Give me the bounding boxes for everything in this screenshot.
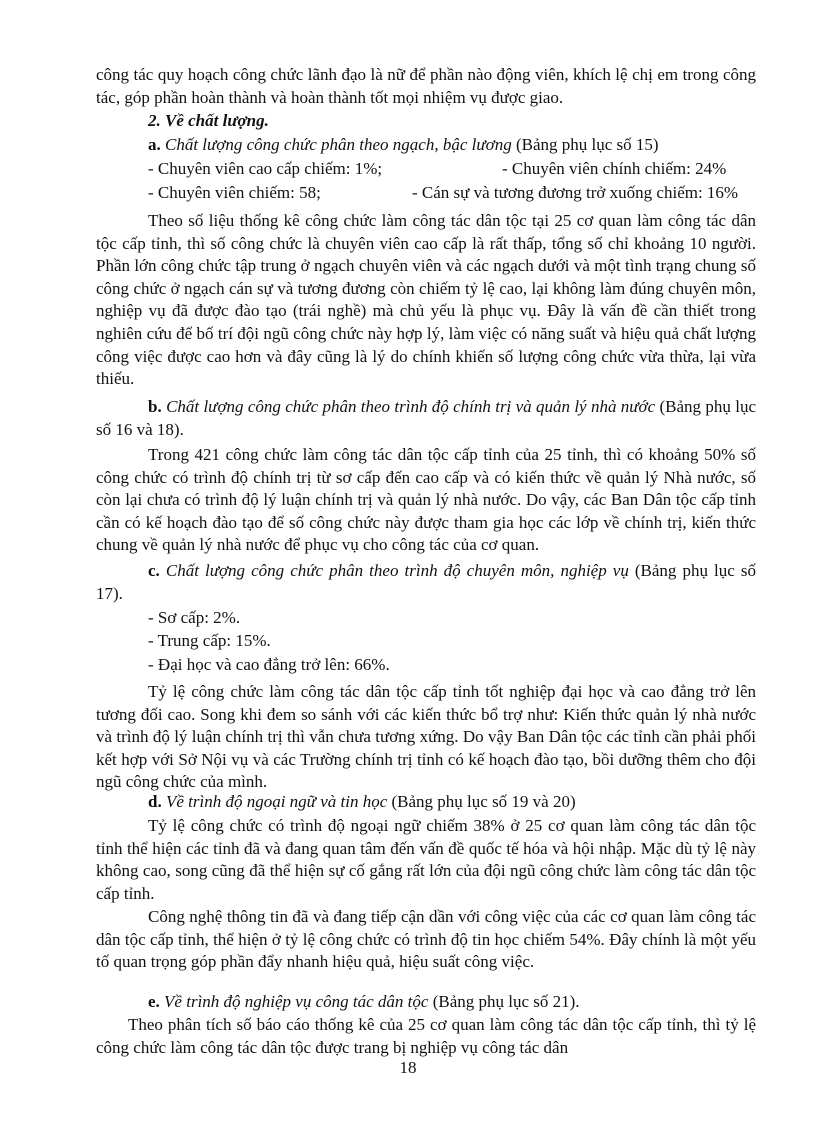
list-item-elementary: - Sơ cấp: 2%. (148, 608, 241, 627)
paragraph-c-analysis: Tỷ lệ công chức làm công tác dân tộc cấp tỉnh tốt nghiệp đại học và cao đẳng trở lên tương đối cao. Song khi đem so sánh với các kiến thức bổ trợ như: Kiến thức quản lý nhà nước và trình độ lý luận chính trị thì vẫn chưa tương xứng. Do vậy Ban Dân tộc các tỉnh cần phải phối kết hợp với Sở Nội vụ và các Trường chính trị tỉnh có kế hoạch đào tạo, bồi dưỡng thêm cho đội ngũ công chức của mình. (96, 682, 756, 792)
list-item-university: - Đại học và cao đẳng trở lên: 66%. (148, 655, 390, 674)
subheading-d-title: Về trình độ ngoại ngữ và tin học (165, 792, 388, 811)
subheading-d-ref: (Bảng phụ lục số 19 và 20) (387, 792, 576, 811)
paragraph-intro: công tác quy hoạch công chức lãnh đạo là nữ để phần nào động viên, khích lệ chị em trong công tác, góp phần hoàn thành và hoàn thành tốt mọi nhiệm vụ được giao. (96, 65, 756, 107)
list-item-staff-level: - Cán sự và tương đương trở xuống chiếm: 16% (412, 183, 739, 202)
subheading-a-title: Chất lượng công chức phân theo ngạch, bậc lương (165, 135, 512, 154)
subheading-e-label: e. (148, 992, 160, 1011)
list-item-principal-specialist: - Chuyên viên chính chiếm: 24% (502, 159, 727, 178)
list-item-intermediate: - Trung cấp: 15%. (148, 631, 271, 650)
subheading-e-ref: (Bảng phụ lục số 21). (428, 992, 580, 1011)
subheading-a-label: a. (148, 135, 161, 154)
subheading-d (148, 791, 756, 814)
paragraph-b-analysis: Trong 421 công chức làm công tác dân tộc cấp tỉnh của 25 tỉnh, thì có khoảng 50% số công chức có trình độ chính trị từ sơ cấp đến cao cấp và có kiến thức về quản lý Nhà nước, số còn lại chưa có trình độ lý luận chính trị và quản lý nhà nước. Do vậy, các Ban Dân tộc cấp tỉnh cần có kế hoạch đào tạo để số công chức này được tham gia học các lớp về chính trị, kiến thức chung về quản lý nhà nước để phục vụ cho công tác của cơ quan. (96, 445, 756, 555)
subheading-b-label: b. (148, 397, 162, 416)
subheading-c-ref: (Bảng phụ lục số 17). (96, 561, 756, 603)
subheading-b-title: Chất lượng công chức phân theo trình độ chính trị và quản lý nhà nước (166, 397, 656, 416)
subheading-c-label: c. (148, 561, 160, 580)
subheading-d-label: d. (148, 792, 162, 811)
paragraph-d-it: Công nghệ thông tin đã và đang tiếp cận dần với công việc của các cơ quan làm công tác dân tộc cấp tỉnh, thể hiện ở tỷ lệ công chức có trình độ tin học chiếm 54%. Đây chính là một yếu tố quan trọng góp phần đẩy nhanh hiệu quả, hiệu suất công việc. (96, 907, 756, 972)
subheading-c-title: Chất lượng công chức phân theo trình độ chuyên môn, nghiệp vụ (165, 561, 629, 580)
page-number: 18 (399, 1058, 417, 1077)
subheading-b (96, 396, 756, 441)
paragraph-a-analysis: Theo số liệu thống kê công chức làm công tác dân tộc tại 25 cơ quan làm công tác dân tộc cấp tỉnh, thì số công chức là chuyên viên cao cấp là rất thấp, tổng số chỉ khoảng 10 người. Phần lớn công chức tập trung ở ngạch chuyên viên và các ngạch dưới và một tình trạng chung số công chức ở ngạch cán sự và tương đương còn chiếm tỷ lệ cao, lại không làm đúng chuyên môn, nghiệp vụ đã được đào tạo (trái nghề) mà chủ yếu là phục vụ. Đây là vấn đề cần thiết trong nghiên cứu để bố trí đội ngũ công chức này hợp lý, làm việc có năng suất và hiệu quả chất lượng công việc được cao hơn và đây cũng là lý do chính khiến số lượng công chức vừa thừa, lại vừa thiếu. (96, 211, 756, 389)
subheading-a-ref: (Bảng phụ lục số 15) (511, 135, 659, 154)
subheading-e-title: Về trình độ nghiệp vụ công tác dân tộc (164, 992, 429, 1011)
subheading-c (96, 560, 756, 605)
list-item-specialist: - Chuyên viên chiếm: 58; (148, 183, 321, 202)
paragraph-d-foreign-language: Tỷ lệ công chức có trình độ ngoại ngữ chiếm 38% ở 25 cơ quan làm công tác dân tộc tỉnh thể hiện các tỉnh đã và đang quan tâm đến vấn đề quốc tế hóa và hội nhập. Mặc dù tỷ lệ này không cao, song cũng đã thể hiện sự cố gắng rất lớn của đội ngũ công chức làm công tác dân tộc cấp tỉnh. (96, 816, 756, 903)
subheading-a (148, 134, 756, 157)
section-heading-quality: 2. Về chất lượng. (148, 111, 269, 130)
paragraph-e-analysis: Theo phân tích số báo cáo thống kê của 25 cơ quan làm công tác dân tộc cấp tỉnh, thì tỷ lệ công chức làm công tác dân tộc được trang bị nghiệp vụ công tác dân (96, 1015, 756, 1057)
subheading-e (148, 991, 756, 1014)
subheading-b-ref: (Bảng phụ lục số 16 và 18). (96, 397, 756, 439)
list-item-senior-specialist: - Chuyên viên cao cấp chiếm: 1%; (148, 159, 383, 178)
